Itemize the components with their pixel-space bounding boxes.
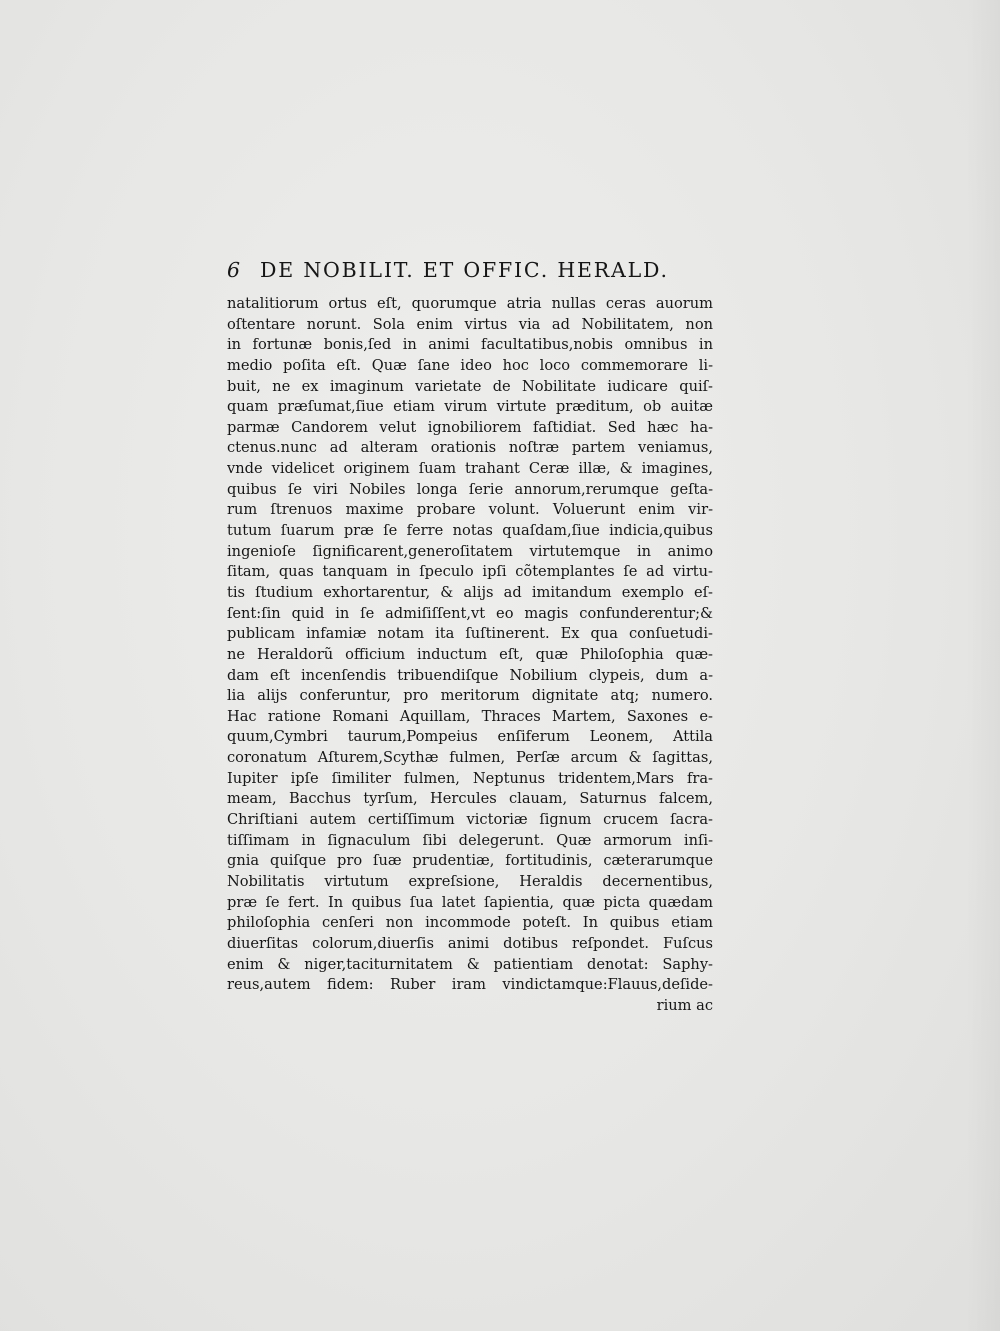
text-line: Iupiter ipſe ſimiliter fulmen, Neptunus tridentem,Mars fra- (227, 769, 713, 787)
running-head (227, 258, 713, 294)
text-line: tis ſtudium exhortarentur, & alijs ad imitandum exemplo eſ- (227, 583, 713, 601)
running-title: DE NOBILIT. ET OFFIC. HERALD. (260, 258, 669, 282)
text-line: vnde videlicet originem ſuam trahant Ceræ illæ, & imagines, (227, 460, 713, 478)
text-line: quibus ſe viri Nobiles longa ſerie annorum,rerumque geſta- (227, 480, 713, 498)
text-line: diuerſitas colorum,diuerſis animi dotibus reſpondet. Fuſcus (227, 934, 713, 952)
text-line: Hac ratione Romani Aquillam, Thraces Martem, Saxones e- (227, 707, 713, 725)
catchword: rium ac (656, 996, 713, 1014)
text-line: rum ſtrenuos maxime probare volunt. Voluerunt enim vir- (227, 501, 713, 519)
text-line: quum,Cymbri taurum,Pompeius enſiferum Leonem, Attila (227, 728, 713, 746)
text-line: in fortunæ bonis,ſed in animi facultatibus,nobis omnibus in (227, 336, 713, 354)
text-line: coronatum Aſturem,Scythæ fulmen, Perſæ arcum & ſagittas, (227, 749, 713, 767)
text-line: Chriſtiani autem certiſſimum victoriæ ſignum crucem ſacra- (227, 811, 713, 829)
text-line: Nobilitatis virtutum expreſsione, Heraldis decernentibus, (227, 872, 713, 890)
text-line: quam præſumat,ſiue etiam virum virtute præditum, ob auitæ (227, 398, 713, 416)
text-line: tutum ſuarum præ ſe ferre notas quaſdam,ſiue indicia,quibus (227, 522, 713, 540)
text-line: tiſſimam in ſignaculum ſibi delegerunt. Quæ armorum inſi- (227, 831, 713, 849)
text-line: buit, ne ex imaginum varietate de Nobilitate iudicare quiſ- (227, 377, 713, 395)
text-line: meam, Bacchus tyrſum, Hercules clauam, Saturnus falcem, (227, 790, 713, 808)
text-line: philoſophia cenſeri non incommode poteſt. In quibus etiam (227, 914, 713, 932)
text-line: dam eſt incenſendis tribuendiſque Nobilium clypeis, dum a- (227, 666, 713, 684)
text-line: præ ſe fert. In quibus ſua latet ſapientia, quæ picta quædam (227, 893, 713, 911)
text-line: reus,autem fidem: Ruber iram vindictamque:Flauus,deſide- (227, 976, 713, 994)
text-line: ctenus.nunc ad alteram orationis noſtræ partem veniamus, (227, 439, 713, 457)
text-line: lia alijs conferuntur, pro meritorum dignitate atq; numero. (227, 687, 713, 705)
text-line: medio poſita eſt. Quæ ſane ideo hoc loco commemorare li- (227, 356, 713, 374)
text-line: enim & niger,taciturnitatem & patientiam denotat: Saphy- (227, 955, 713, 973)
text-line: natalitiorum ortus eſt, quorumque atria nullas ceras auorum (227, 295, 713, 312)
text-line: parmæ Candorem velut ignobiliorem faſtidiat. Sed hæc ha- (227, 418, 713, 436)
text-line: ſitam, quas tanquam in ſpeculo ipſi cõtemplantes ſe ad virtu- (227, 563, 713, 581)
text-line: publicam infamiæ notam ita ſuſtinerent. Ex qua conſuetudi- (227, 625, 713, 643)
text-block (227, 258, 713, 1016)
text-line: ne Heraldorũ officium inductum eſt, quæ Philoſophia quæ- (227, 645, 713, 663)
page-number: 6 (227, 258, 242, 282)
text-line: oſtentare norunt. Sola enim virtus via ad Nobilitatem, non (227, 315, 713, 333)
text-line: ingenioſe ſignificarent,generoſitatem virtutemque in animo (227, 542, 713, 560)
text-line: gnia quiſque pro ſuæ prudentiæ, fortitudinis, cæterarumque (227, 852, 713, 870)
text-line: ſent:ſin quid in ſe admiſiſſent,vt eo magis confunderentur;& (227, 604, 713, 622)
page-edge-shadow (966, 0, 1000, 1331)
